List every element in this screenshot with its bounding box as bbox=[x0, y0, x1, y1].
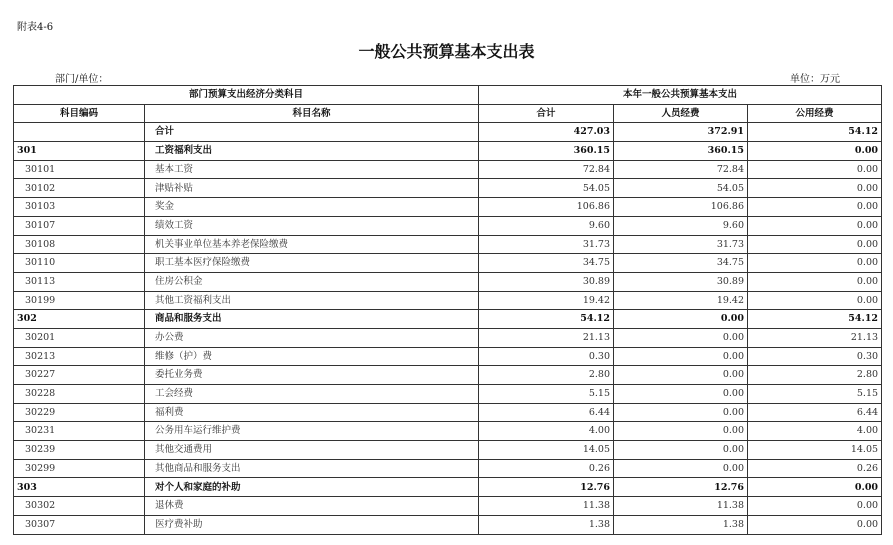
row-code: 30229 bbox=[14, 403, 145, 422]
row-total: 106.86 bbox=[479, 198, 614, 217]
row-name: 住房公积金 bbox=[145, 272, 479, 291]
row-name: 对个人和家庭的补助 bbox=[145, 478, 479, 497]
row-public: 54.12 bbox=[748, 310, 882, 329]
dept-label: 部门/单位： bbox=[55, 74, 109, 85]
row-name: 退休费 bbox=[145, 497, 479, 516]
row-personnel: 0.00 bbox=[614, 422, 748, 441]
row-total: 360.15 bbox=[479, 142, 614, 161]
row-code: 30201 bbox=[14, 328, 145, 347]
row-name: 工资福利支出 bbox=[145, 142, 479, 161]
row-code: 30302 bbox=[14, 497, 145, 516]
row-total: 11.38 bbox=[479, 497, 614, 516]
row-code: 30227 bbox=[14, 366, 145, 385]
row-code: 30231 bbox=[14, 422, 145, 441]
row-code: 30199 bbox=[14, 291, 145, 310]
row-public: 5.15 bbox=[748, 385, 882, 404]
row-name: 津贴补贴 bbox=[145, 179, 479, 198]
row-public: 6.44 bbox=[748, 403, 882, 422]
row-public: 14.05 bbox=[748, 441, 882, 460]
table-row bbox=[14, 254, 882, 273]
row-name: 工会经费 bbox=[145, 385, 479, 404]
row-personnel: 0.00 bbox=[614, 347, 748, 366]
row-name: 维修（护）费 bbox=[145, 347, 479, 366]
row-code: 30299 bbox=[14, 459, 145, 478]
table-row bbox=[14, 441, 882, 460]
row-name: 基本工资 bbox=[145, 160, 479, 179]
table-row bbox=[14, 459, 882, 478]
row-public: 4.00 bbox=[748, 422, 882, 441]
row-total: 54.05 bbox=[479, 179, 614, 198]
row-total: 31.73 bbox=[479, 235, 614, 254]
row-name: 机关事业单位基本养老保险缴费 bbox=[145, 235, 479, 254]
table-row bbox=[14, 497, 882, 516]
row-public: 54.12 bbox=[748, 123, 882, 142]
row-public: 0.00 bbox=[748, 478, 882, 497]
row-personnel: 34.75 bbox=[614, 254, 748, 273]
row-code: 30108 bbox=[14, 235, 145, 254]
table-row bbox=[14, 291, 882, 310]
row-code: 30103 bbox=[14, 198, 145, 217]
attachment-label: 附表4-6 bbox=[17, 22, 54, 33]
header-column-row bbox=[14, 104, 882, 123]
row-total: 0.26 bbox=[479, 459, 614, 478]
row-personnel: 31.73 bbox=[614, 235, 748, 254]
row-public: 0.00 bbox=[748, 291, 882, 310]
row-code: 30239 bbox=[14, 441, 145, 460]
row-code: 301 bbox=[14, 142, 145, 161]
row-code: 30213 bbox=[14, 347, 145, 366]
row-code: 30113 bbox=[14, 272, 145, 291]
row-public: 0.30 bbox=[748, 347, 882, 366]
row-personnel: 0.00 bbox=[614, 403, 748, 422]
row-personnel: 72.84 bbox=[614, 160, 748, 179]
row-total: 1.38 bbox=[479, 515, 614, 534]
row-personnel: 11.38 bbox=[614, 497, 748, 516]
header-name: 科目名称 bbox=[145, 104, 479, 123]
row-total: 21.13 bbox=[479, 328, 614, 347]
table-row bbox=[14, 179, 882, 198]
row-name: 合计 bbox=[145, 123, 479, 142]
header-public: 公用经费 bbox=[748, 104, 882, 123]
row-total: 4.00 bbox=[479, 422, 614, 441]
row-total: 19.42 bbox=[479, 291, 614, 310]
row-total: 14.05 bbox=[479, 441, 614, 460]
table-row bbox=[14, 422, 882, 441]
row-name: 奖金 bbox=[145, 198, 479, 217]
row-total: 34.75 bbox=[479, 254, 614, 273]
row-personnel: 360.15 bbox=[614, 142, 748, 161]
row-personnel: 9.60 bbox=[614, 216, 748, 235]
table-row bbox=[14, 272, 882, 291]
row-public: 0.26 bbox=[748, 459, 882, 478]
row-personnel: 0.00 bbox=[614, 328, 748, 347]
table-row bbox=[14, 385, 882, 404]
row-total: 9.60 bbox=[479, 216, 614, 235]
row-personnel: 54.05 bbox=[614, 179, 748, 198]
row-total: 0.30 bbox=[479, 347, 614, 366]
row-total: 54.12 bbox=[479, 310, 614, 329]
row-personnel: 372.91 bbox=[614, 123, 748, 142]
row-public: 0.00 bbox=[748, 160, 882, 179]
row-personnel: 1.38 bbox=[614, 515, 748, 534]
row-code: 30101 bbox=[14, 160, 145, 179]
row-personnel: 106.86 bbox=[614, 198, 748, 217]
row-code: 30307 bbox=[14, 515, 145, 534]
table-row bbox=[14, 403, 882, 422]
row-code: 30228 bbox=[14, 385, 145, 404]
header-code: 科目编码 bbox=[14, 104, 145, 123]
page-title: 一般公共预算基本支出表 bbox=[358, 42, 535, 61]
row-total: 12.76 bbox=[479, 478, 614, 497]
row-total: 6.44 bbox=[479, 403, 614, 422]
row-code: 303 bbox=[14, 478, 145, 497]
header-group-row bbox=[14, 86, 882, 105]
table-row bbox=[14, 515, 882, 534]
row-public: 2.80 bbox=[748, 366, 882, 385]
row-name: 绩效工资 bbox=[145, 216, 479, 235]
row-total: 427.03 bbox=[479, 123, 614, 142]
row-code: 30110 bbox=[14, 254, 145, 273]
table-row bbox=[14, 142, 882, 161]
table-row bbox=[14, 366, 882, 385]
header-total: 合计 bbox=[479, 104, 614, 123]
row-public: 0.00 bbox=[748, 142, 882, 161]
row-public: 0.00 bbox=[748, 235, 882, 254]
row-name: 医疗费补助 bbox=[145, 515, 479, 534]
table-row bbox=[14, 123, 882, 142]
row-public: 21.13 bbox=[748, 328, 882, 347]
table-row bbox=[14, 198, 882, 217]
row-name: 福利费 bbox=[145, 403, 479, 422]
row-code: 30107 bbox=[14, 216, 145, 235]
row-name: 其他商品和服务支出 bbox=[145, 459, 479, 478]
row-public: 0.00 bbox=[748, 515, 882, 534]
row-total: 5.15 bbox=[479, 385, 614, 404]
unit-label: 单位：万元 bbox=[790, 74, 840, 85]
row-code: 30102 bbox=[14, 179, 145, 198]
row-public: 0.00 bbox=[748, 216, 882, 235]
row-total: 30.89 bbox=[479, 272, 614, 291]
row-name: 其他工资福利支出 bbox=[145, 291, 479, 310]
row-personnel: 30.89 bbox=[614, 272, 748, 291]
row-public: 0.00 bbox=[748, 497, 882, 516]
row-total: 72.84 bbox=[479, 160, 614, 179]
row-code: 302 bbox=[14, 310, 145, 329]
row-personnel: 12.76 bbox=[614, 478, 748, 497]
table-row bbox=[14, 310, 882, 329]
header-personnel: 人员经费 bbox=[614, 104, 748, 123]
row-personnel: 0.00 bbox=[614, 310, 748, 329]
header-group-left: 部门预算支出经济分类科目 bbox=[14, 86, 479, 105]
table-row bbox=[14, 347, 882, 366]
row-public: 0.00 bbox=[748, 272, 882, 291]
row-personnel: 0.00 bbox=[614, 459, 748, 478]
row-personnel: 0.00 bbox=[614, 441, 748, 460]
row-public: 0.00 bbox=[748, 179, 882, 198]
table-row bbox=[14, 235, 882, 254]
row-public: 0.00 bbox=[748, 254, 882, 273]
row-personnel: 19.42 bbox=[614, 291, 748, 310]
row-name: 职工基本医疗保险缴费 bbox=[145, 254, 479, 273]
row-personnel: 0.00 bbox=[614, 366, 748, 385]
table-row bbox=[14, 478, 882, 497]
row-name: 商品和服务支出 bbox=[145, 310, 479, 329]
row-name: 公务用车运行维护费 bbox=[145, 422, 479, 441]
table-row bbox=[14, 328, 882, 347]
row-personnel: 0.00 bbox=[614, 385, 748, 404]
header-group-right: 本年一般公共预算基本支出 bbox=[479, 86, 882, 105]
budget-table bbox=[13, 85, 882, 535]
row-name: 委托业务费 bbox=[145, 366, 479, 385]
row-public: 0.00 bbox=[748, 198, 882, 217]
row-name: 其他交通费用 bbox=[145, 441, 479, 460]
row-total: 2.80 bbox=[479, 366, 614, 385]
table-row bbox=[14, 216, 882, 235]
table-row bbox=[14, 160, 882, 179]
row-name: 办公费 bbox=[145, 328, 479, 347]
row-code bbox=[14, 123, 145, 142]
